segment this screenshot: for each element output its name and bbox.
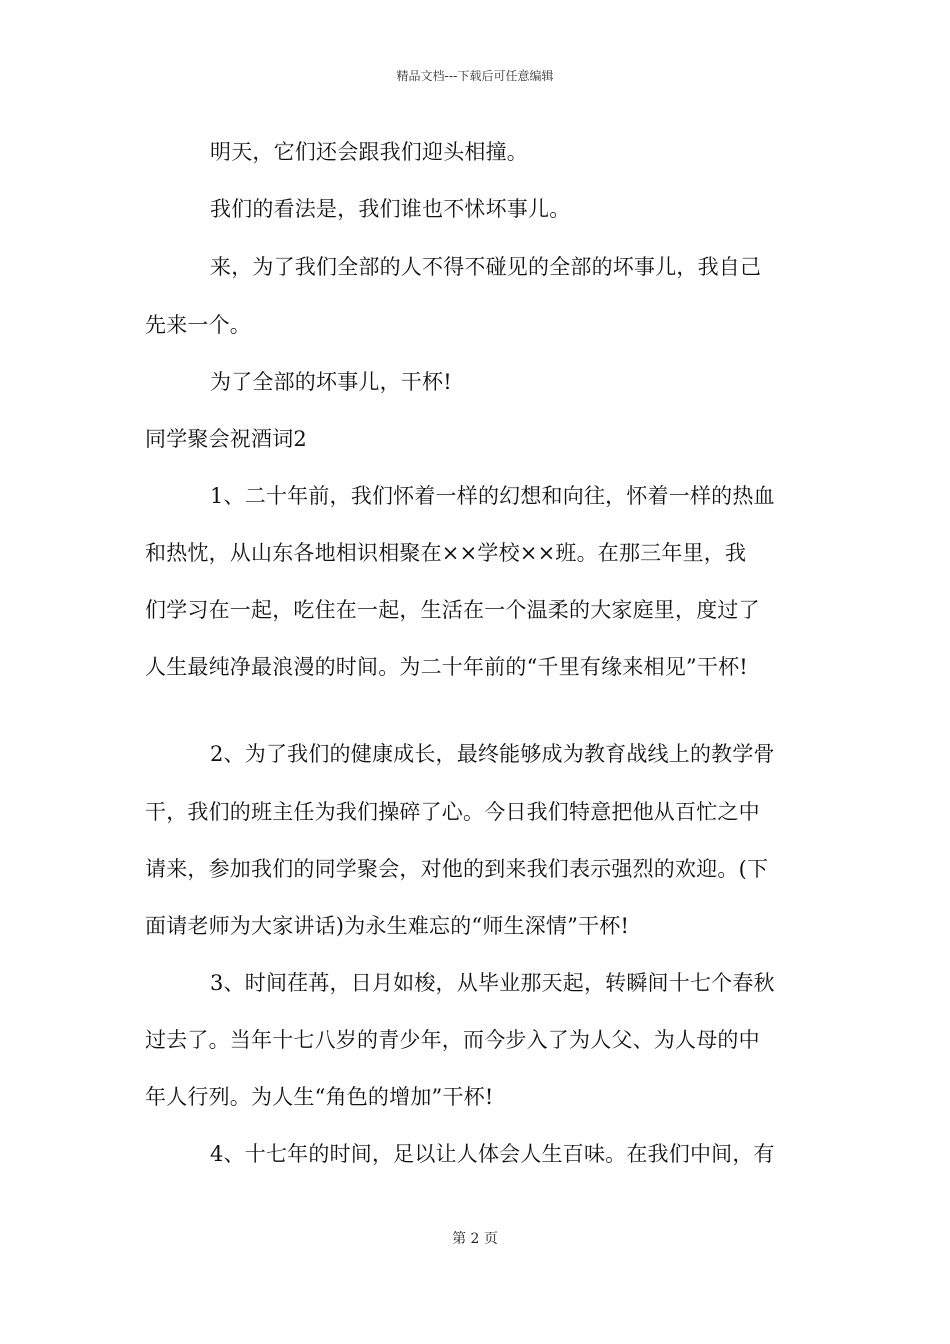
paragraph-line: 面请老师为大家讲话)为永生难忘的“师生深情”干杯! [145, 914, 630, 938]
paragraph-line: 我们的看法是，我们谁也不怵坏事儿。 [210, 197, 571, 221]
paragraph-line: 4、十七年的时间，足以让人体会人生百味。在我们中间，有 [210, 1142, 775, 1166]
paragraph-line: 3、时间荏苒，日月如梭，从毕业那天起，转瞬间十七个春秋 [210, 971, 775, 995]
paragraph-line: 过去了。当年十七八岁的青少年，而今步入了为人父、为人母的中 [145, 1028, 760, 1052]
paragraph-line: 2、为了我们的健康成长，最终能够成为教育战线上的教学骨 [210, 742, 775, 766]
paragraph-line: 先来一个。 [145, 313, 251, 337]
page-header: 精品文档---下载后可任意编辑 [396, 69, 554, 83]
paragraph-line: 干，我们的班主任为我们操碎了心。今日我们特意把他从百忙之中 [145, 800, 760, 824]
paragraph-line: 人生最纯净最浪漫的时间。为二十年前的“千里有缘来相见”干杯! [145, 655, 748, 679]
paragraph-line: 请来，参加我们的同学聚会，对他的到来我们表示强烈的欢迎。(下 [145, 857, 769, 881]
paragraph-line: 1、二十年前，我们怀着一样的幻想和向往，怀着一样的热血 [210, 484, 775, 508]
paragraph-line: 来，为了我们全部的人不得不碰见的全部的坏事儿，我自己 [210, 255, 762, 279]
section-heading: 同学聚会祝酒词2 [145, 427, 307, 451]
page-number: 第 2 页 [452, 1231, 498, 1247]
paragraph-line: 年人行列。为人生“角色的增加”干杯! [145, 1085, 494, 1109]
paragraph-line: 们学习在一起，吃住在一起，生活在一个温柔的大家庭里，度过了 [145, 598, 760, 622]
paragraph-line: 明天，它们还会跟我们迎头相撞。 [210, 140, 528, 164]
paragraph-line: 为了全部的坏事儿，干杯! [210, 370, 452, 394]
paragraph-line: 和热忱，从山东各地相识相聚在××学校××班。在那三年里，我 [145, 541, 747, 565]
